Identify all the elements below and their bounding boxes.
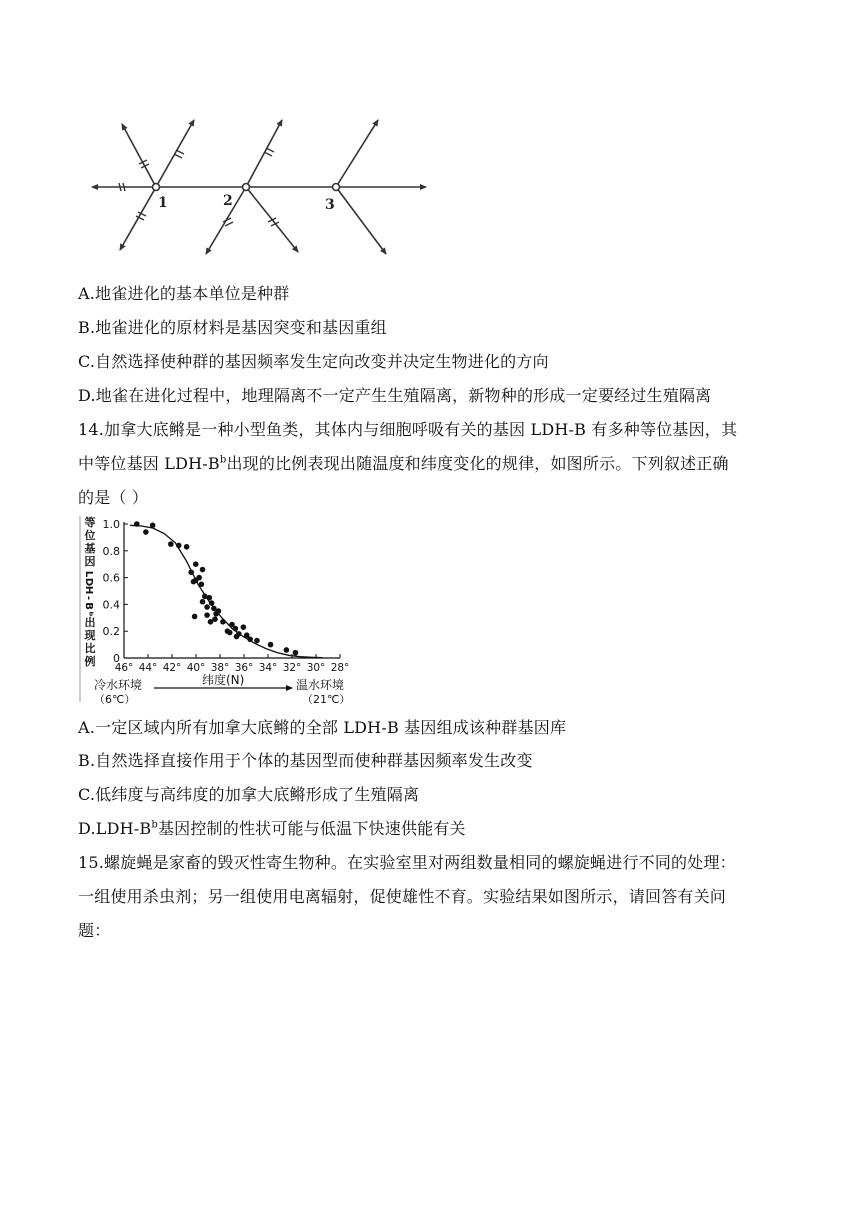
y-axis-label — [83, 515, 96, 668]
y-axis-label-char: 比 — [84, 642, 96, 655]
data-point — [284, 647, 290, 653]
y-axis-label-char: B — [83, 602, 94, 610]
y-axis-label-char: 等 — [84, 516, 96, 529]
data-point — [176, 543, 182, 549]
x-tick-label: 32° — [282, 662, 302, 674]
y-axis-label-char: 基 — [84, 542, 96, 555]
q14-option-b: B.自然选择直接作用于个体的基因型而使种群基因频率发生改变 — [78, 751, 533, 770]
q13-option-a: A.地雀进化的基本单位是种群 — [78, 284, 290, 303]
data-point — [293, 650, 299, 656]
extinction-mark — [266, 148, 274, 152]
x-tick-label: 30° — [306, 662, 326, 674]
diagram-branch — [336, 120, 378, 187]
data-point — [207, 595, 213, 601]
data-point — [233, 626, 239, 632]
y-axis-label-char: 位 — [84, 529, 96, 542]
data-point — [204, 604, 210, 610]
q15-stem-line2: 一组使用杀虫剂；另一组使用电离辐射，促使雄性不育。实验结果如图所示，请回答有关问 — [78, 887, 727, 906]
right-note: 温水环境 — [296, 678, 345, 692]
q14-stem-line3: 的是（ ） — [78, 488, 149, 507]
extinction-mark — [176, 150, 184, 154]
diagram-node — [153, 184, 160, 191]
data-point — [247, 636, 253, 642]
y-axis-label-char: H — [83, 585, 94, 595]
diagram-node-label: 3 — [325, 197, 335, 213]
q15-stem-line3: 题： — [78, 921, 111, 940]
diagram-branch — [122, 124, 156, 187]
y-tick-label: 0.6 — [102, 571, 120, 585]
extinction-mark — [119, 183, 121, 191]
y-axis-label-char: 因 — [84, 555, 96, 568]
extinction-mark — [123, 183, 125, 191]
fit-curve — [130, 525, 323, 657]
y-axis-label-char: L — [83, 570, 94, 578]
y-axis-label-char: ᵇ — [83, 611, 94, 617]
x-tick-label: 42° — [162, 662, 182, 674]
q13-option-c: C.自然选择使种群的基因频率发生定向改变并决定生物进化的方向 — [78, 352, 549, 371]
q15-stem-line1: 15.螺旋蝇是家畜的毁灭性寄生物种。在实验室里对两组数量相同的螺旋蝇进行不同的处理： — [78, 853, 736, 872]
q14-option-d — [78, 819, 466, 839]
x-tick-label: 46° — [114, 662, 134, 674]
y-axis-label-char: 出 — [84, 616, 96, 629]
q14-stem-text: 中等位基因 LDH-B — [78, 454, 220, 473]
left-temp: （6℃） — [94, 693, 136, 704]
y-axis-label-char: 现 — [84, 629, 96, 642]
data-point — [241, 624, 247, 630]
extinction-mark — [174, 154, 182, 158]
x-tick-label: 38° — [210, 662, 230, 674]
ldh-b-frequency-chart — [78, 512, 358, 704]
y-tick-label: 0 — [113, 652, 120, 665]
data-point — [168, 541, 174, 547]
y-tick-label: 0.2 — [102, 625, 120, 639]
data-point — [150, 523, 156, 529]
data-point — [193, 561, 199, 567]
y-tick-label: 1.0 — [102, 518, 120, 531]
q13-option-b: B.地雀进化的原材料是基因突变和基因重组 — [78, 318, 387, 337]
diagram-branch — [156, 120, 194, 187]
q14-option-d-text: 基因控制的性状可能与低温下快速供能有关 — [157, 819, 466, 838]
data-point — [134, 521, 140, 527]
superscript-b: b — [219, 454, 227, 466]
diagram-branch — [336, 187, 386, 254]
q14-option-d-text: D.LDH-B — [78, 819, 152, 838]
data-point — [184, 544, 190, 550]
diagram-branch — [120, 187, 156, 250]
data-point — [200, 567, 206, 573]
data-point — [268, 642, 274, 648]
left-note: 冷水环境 — [94, 678, 143, 692]
q14-stem-line2 — [78, 454, 729, 474]
data-point — [209, 600, 215, 606]
x-tick-label: 40° — [186, 662, 206, 674]
right-temp: （21℃） — [302, 693, 351, 704]
diagram-node-label: 1 — [158, 195, 168, 211]
x-tick-label: 36° — [234, 662, 254, 674]
q14-stem-text: 出现的比例表现出随温度和纬度变化的规律，如图所示。下列叙述正确 — [226, 454, 729, 473]
data-point — [234, 634, 240, 640]
q14-option-a: A.一定区域内所有加拿大底鳉的全部 LDH-B 基因组成该种群基因库 — [78, 718, 567, 737]
data-point — [199, 582, 205, 588]
x-tick-label: 28° — [330, 662, 350, 674]
y-axis-label-char: 例 — [84, 655, 96, 668]
x-tick-label: 44° — [138, 662, 158, 674]
y-axis-label-char: - — [83, 595, 94, 601]
diagram-node — [333, 184, 340, 191]
diagram-node — [243, 184, 250, 191]
data-point — [254, 638, 260, 644]
x-axis-label: 纬度(N) — [202, 673, 245, 687]
extinction-mark — [225, 222, 233, 226]
data-point — [212, 616, 218, 622]
evolution-branching-diagram — [86, 112, 436, 272]
q13-option-d: D.地雀在进化过程中，地理隔离不一定产生生殖隔离，新物种的形成一定要经过生殖隔离 — [78, 386, 712, 405]
data-point — [227, 630, 233, 636]
data-point — [200, 599, 206, 605]
x-tick-label: 34° — [258, 662, 278, 674]
q14-option-c: C.低纬度与高纬度的加拿大底鳉形成了生殖隔离 — [78, 785, 420, 804]
data-point — [193, 577, 199, 583]
data-point — [204, 612, 210, 618]
superscript-b: b — [151, 819, 158, 831]
diagram-node-label: 2 — [223, 193, 233, 209]
data-point — [220, 619, 226, 625]
extinction-mark — [264, 152, 272, 156]
data-point — [143, 529, 149, 535]
data-point — [188, 569, 194, 575]
y-axis-label-char: D — [83, 577, 94, 587]
diagram-branch — [246, 120, 282, 187]
data-point — [192, 614, 198, 620]
y-tick-label: 0.8 — [102, 544, 120, 558]
data-point — [216, 608, 222, 614]
q14-stem-line1: 14.加拿大底鳉是一种小型鱼类，其体内与细胞呼吸有关的基因 LDH-B 有多种等位基因，其 — [78, 420, 738, 439]
y-tick-label: 0.4 — [102, 598, 120, 612]
